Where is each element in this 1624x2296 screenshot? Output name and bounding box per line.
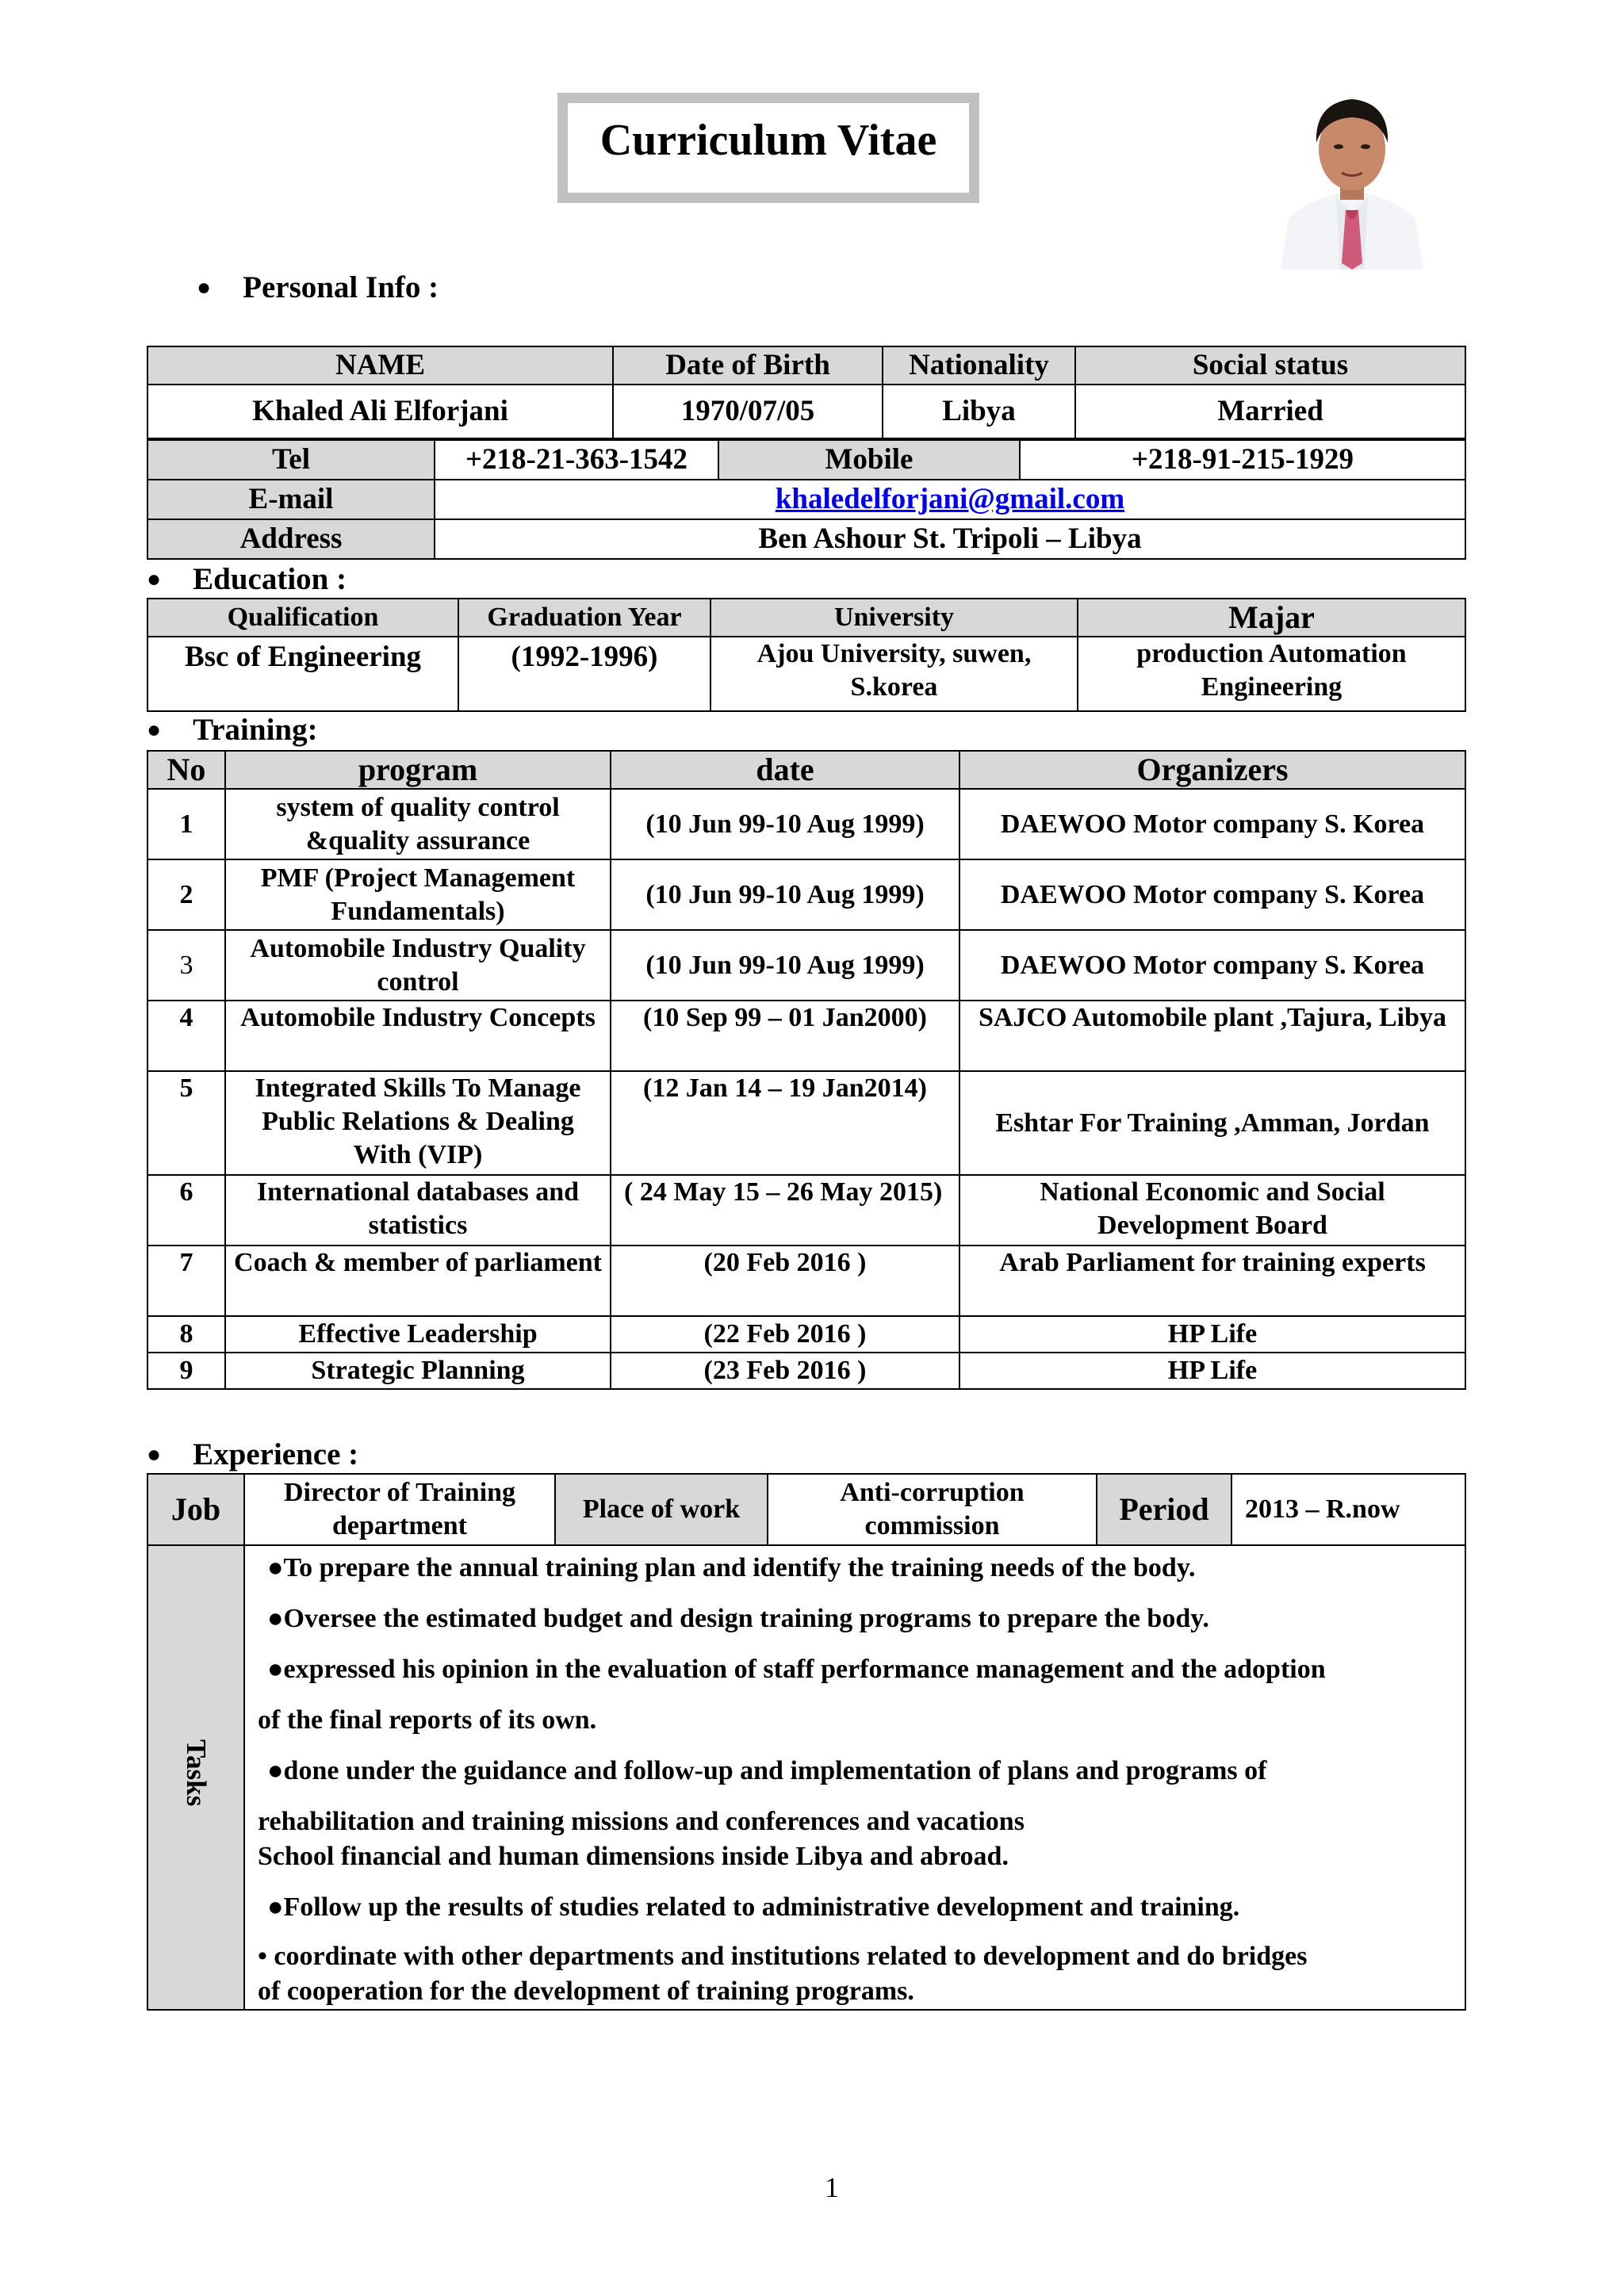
row-date: (20 Feb 2016 ) <box>611 1246 959 1316</box>
experience-table <box>147 1473 1466 2011</box>
table-row <box>147 1071 1465 1175</box>
row-organizer: HP Life <box>959 1353 1465 1389</box>
experience-heading <box>147 1437 358 1472</box>
row-program: system of quality control &quality assurance <box>225 789 611 859</box>
task-line: ●Follow up the results of studies related to administrative development and training. <box>267 1892 1240 1922</box>
mobile-label: Mobile <box>718 440 1020 480</box>
header-no: No <box>147 751 225 789</box>
period-value: 2013 – R.now <box>1231 1474 1465 1545</box>
row-organizer: DAEWOO Motor company S. Korea <box>959 859 1465 930</box>
header-nationality: Nationality <box>883 346 1075 385</box>
bullet-icon: ● <box>147 565 162 592</box>
personal-info-heading <box>197 270 439 305</box>
bullet-icon: ● <box>147 716 162 743</box>
row-no: 7 <box>147 1246 225 1316</box>
graduation-year-value: (1992-1996) <box>458 637 710 711</box>
table-row <box>147 930 1465 1001</box>
personal-info-table <box>147 346 1466 439</box>
row-no: 4 <box>147 1001 225 1071</box>
page-number: 1 <box>825 2172 839 2203</box>
row-organizer: DAEWOO Motor company S. Korea <box>959 930 1465 1001</box>
row-date: (10 Jun 99-10 Aug 1999) <box>611 930 959 1001</box>
row-no: 1 <box>147 789 225 859</box>
row-program: International databases and statistics <box>225 1175 611 1246</box>
education-heading <box>147 561 347 597</box>
personal-info-label: Personal Info : <box>243 270 439 304</box>
education-table <box>147 598 1466 712</box>
row-date: (10 Jun 99-10 Aug 1999) <box>611 789 959 859</box>
row-no: 9 <box>147 1353 225 1389</box>
title-box <box>557 93 979 203</box>
task-line: of the final reports of its own. <box>258 1705 597 1735</box>
row-organizer: SAJCO Automobile plant ,Tajura, Libya <box>959 1001 1465 1071</box>
job-label: Job <box>147 1474 244 1545</box>
row-program: Automobile Industry Concepts <box>225 1001 611 1071</box>
row-no: 2 <box>147 859 225 930</box>
person-photo-icon <box>1269 55 1435 270</box>
tel-value: +218-21-363-1542 <box>435 440 718 480</box>
row-date: (10 Jun 99-10 Aug 1999) <box>611 859 959 930</box>
header-university: University <box>710 599 1078 637</box>
mobile-value: +218-91-215-1929 <box>1020 440 1465 480</box>
place-label: Place of work <box>555 1474 768 1545</box>
row-date: ( 24 May 15 – 26 May 2015) <box>611 1175 959 1246</box>
training-table <box>147 750 1466 1390</box>
experience-label: Experience : <box>193 1437 359 1471</box>
task-line: School financial and human dimensions inside Libya and abroad. <box>258 1842 1009 1871</box>
row-date: (12 Jan 14 – 19 Jan2014) <box>611 1071 959 1175</box>
header-dob: Date of Birth <box>613 346 883 385</box>
row-program: PMF (Project Management Fundamentals) <box>225 859 611 930</box>
row-organizer: Arab Parliament for training experts <box>959 1246 1465 1316</box>
task-line: • coordinate with other departments and institutions related to development and do bridges <box>258 1942 1308 1971</box>
task-line: ●expressed his opinion in the evaluation of staff performance management and the adoption <box>267 1655 1326 1684</box>
row-no: 3 <box>147 930 225 1001</box>
table-row <box>147 1001 1465 1071</box>
header-date: date <box>611 751 959 789</box>
table-row <box>147 1316 1465 1353</box>
task-line: of cooperation for the development of training programs. <box>258 1976 914 2006</box>
row-organizer: National Economic and Social Development Board <box>959 1175 1465 1246</box>
table-row <box>147 859 1465 930</box>
row-no: 8 <box>147 1316 225 1353</box>
header-qualification: Qualification <box>147 599 458 637</box>
email-cell <box>435 480 1465 519</box>
row-program: Strategic Planning <box>225 1353 611 1389</box>
tasks-cell <box>244 1545 1465 2010</box>
qualification-value: Bsc of Engineering <box>147 637 458 711</box>
header-major: Majar <box>1078 599 1465 637</box>
name-value: Khaled Ali Elforjani <box>147 385 613 438</box>
page-title: Curriculum Vitae <box>599 115 937 165</box>
header-social-status: Social status <box>1075 346 1465 385</box>
table-row <box>147 789 1465 859</box>
table-row <box>147 1175 1465 1246</box>
row-organizer: Eshtar For Training ,Amman, Jordan <box>959 1071 1465 1175</box>
training-label: Training: <box>193 713 318 747</box>
address-label: Address <box>147 519 435 559</box>
header-program: program <box>225 751 611 789</box>
task-line: ●To prepare the annual training plan and identify the training needs of the body. <box>267 1553 1196 1582</box>
task-line: rehabilitation and training missions and conferences and vacations <box>258 1807 1025 1836</box>
job-value: Director of Training department <box>244 1474 555 1545</box>
bullet-icon: ● <box>197 274 212 300</box>
row-program: Integrated Skills To Manage Public Relations & Dealing With (VIP) <box>225 1071 611 1175</box>
row-program: Coach & member of parliament <box>225 1246 611 1316</box>
row-organizer: HP Life <box>959 1316 1465 1353</box>
period-label: Period <box>1097 1474 1231 1545</box>
task-line: ●done under the guidance and follow-up and implementation of plans and programs of <box>267 1756 1267 1785</box>
address-value: Ben Ashour St. Tripoli – Libya <box>435 519 1465 559</box>
email-label: E-mail <box>147 480 435 519</box>
header-graduation-year: Graduation Year <box>458 599 710 637</box>
header-name: NAME <box>147 346 613 385</box>
major-value: production Automation Engineering <box>1078 637 1465 711</box>
table-row <box>147 1353 1465 1389</box>
tasks-label: Tasks <box>181 1739 212 1807</box>
row-no: 6 <box>147 1175 225 1246</box>
tasks-label-cell <box>147 1545 244 2010</box>
place-value: Anti-corruption commission <box>768 1474 1097 1545</box>
social-status-value: Married <box>1075 385 1465 438</box>
bullet-icon: ● <box>147 1441 162 1468</box>
dob-value: 1970/07/05 <box>613 385 883 438</box>
row-organizer: DAEWOO Motor company S. Korea <box>959 789 1465 859</box>
training-heading <box>147 712 318 748</box>
table-row <box>147 1246 1465 1316</box>
nationality-value: Libya <box>883 385 1075 438</box>
row-date: (10 Sep 99 – 01 Jan2000) <box>611 1001 959 1071</box>
tel-label: Tel <box>147 440 435 480</box>
contact-table <box>147 439 1466 560</box>
row-no: 5 <box>147 1071 225 1175</box>
task-line: ●Oversee the estimated budget and design training programs to prepare the body. <box>267 1604 1209 1633</box>
row-date: (23 Feb 2016 ) <box>611 1353 959 1389</box>
row-program: Effective Leadership <box>225 1316 611 1353</box>
university-value: Ajou University, suwen, S.korea <box>710 637 1078 711</box>
row-date: (22 Feb 2016 ) <box>611 1316 959 1353</box>
education-label: Education : <box>193 562 347 596</box>
email-link[interactable]: khaledelforjani@gmail.com <box>775 483 1125 515</box>
header-organizers: Organizers <box>959 751 1465 789</box>
row-program: Automobile Industry Quality control <box>225 930 611 1001</box>
